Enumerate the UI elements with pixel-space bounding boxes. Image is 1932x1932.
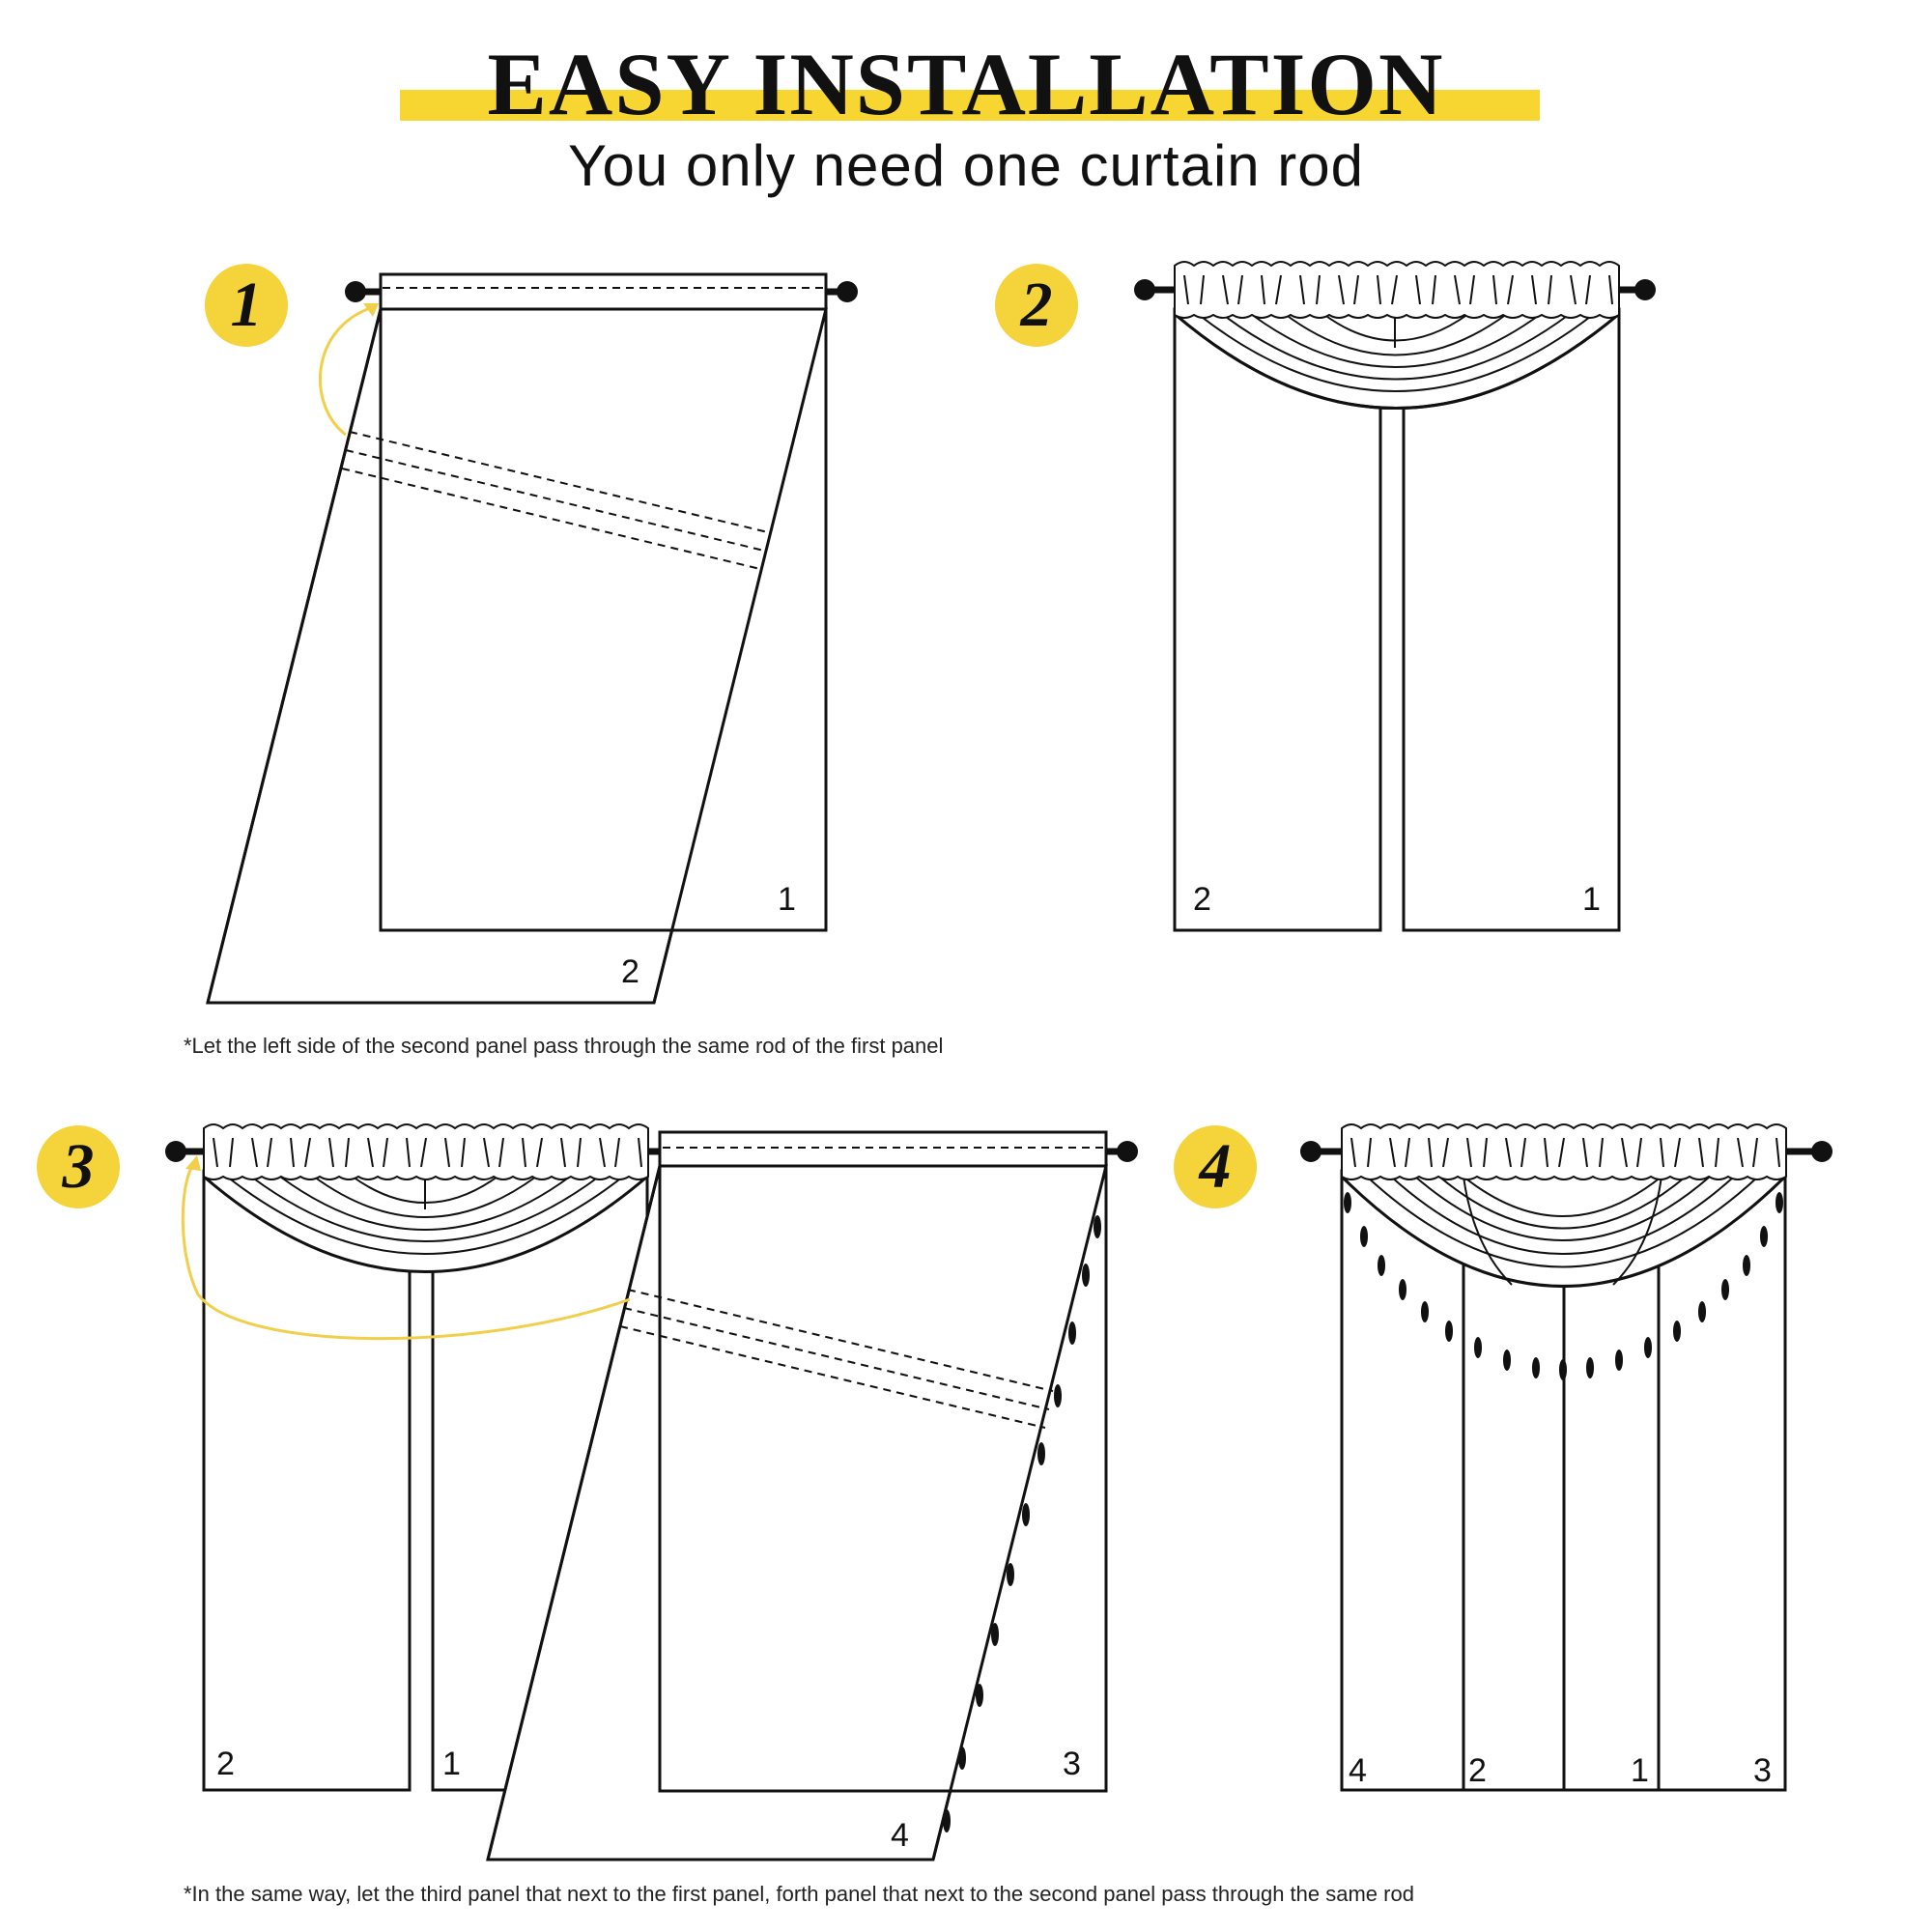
page-title: EASY INSTALLATION [487,35,1445,133]
step-3-note: *In the same way, let the third panel that next to the first panel, forth panel that next to the second panel pass through the same rod [184,1882,1414,1906]
panel-label: 1 [1582,881,1601,918]
ruffled-header [1342,1124,1786,1179]
panel-label: 1 [1631,1752,1649,1789]
step-1-illustration [208,274,858,1003]
panel-label: 3 [1063,1746,1081,1782]
panel-label: 4 [1349,1752,1367,1789]
panel-4 [1342,1171,1463,1790]
panel-label: 1 [442,1746,461,1782]
panel-label: 4 [891,1817,909,1854]
panel-label: 2 [1468,1752,1487,1789]
panel-label: 2 [216,1746,235,1782]
page-subtitle: You only need one curtain rod [567,133,1365,198]
step-4-badge: 4 [1174,1125,1257,1208]
ruffled-header [204,1124,648,1179]
panel-label: 2 [621,953,639,990]
step-3-illustration [165,1124,1138,1860]
step-4-illustration [1300,1124,1833,1790]
panel-1 [381,274,826,930]
step-2-badge: 2 [995,264,1078,347]
panel-3 [1659,1171,1785,1790]
panel-label: 1 [778,881,796,918]
panel-label: 3 [1753,1752,1772,1789]
step-1-badge: 1 [205,264,288,347]
ruffled-header [1175,262,1619,318]
step-1-note: *Let the left side of the second panel pass through the same rod of the first panel [184,1034,944,1058]
step-3-badge: 3 [37,1125,120,1208]
step-2-illustration [1134,262,1656,930]
panel-label: 2 [1193,881,1211,918]
